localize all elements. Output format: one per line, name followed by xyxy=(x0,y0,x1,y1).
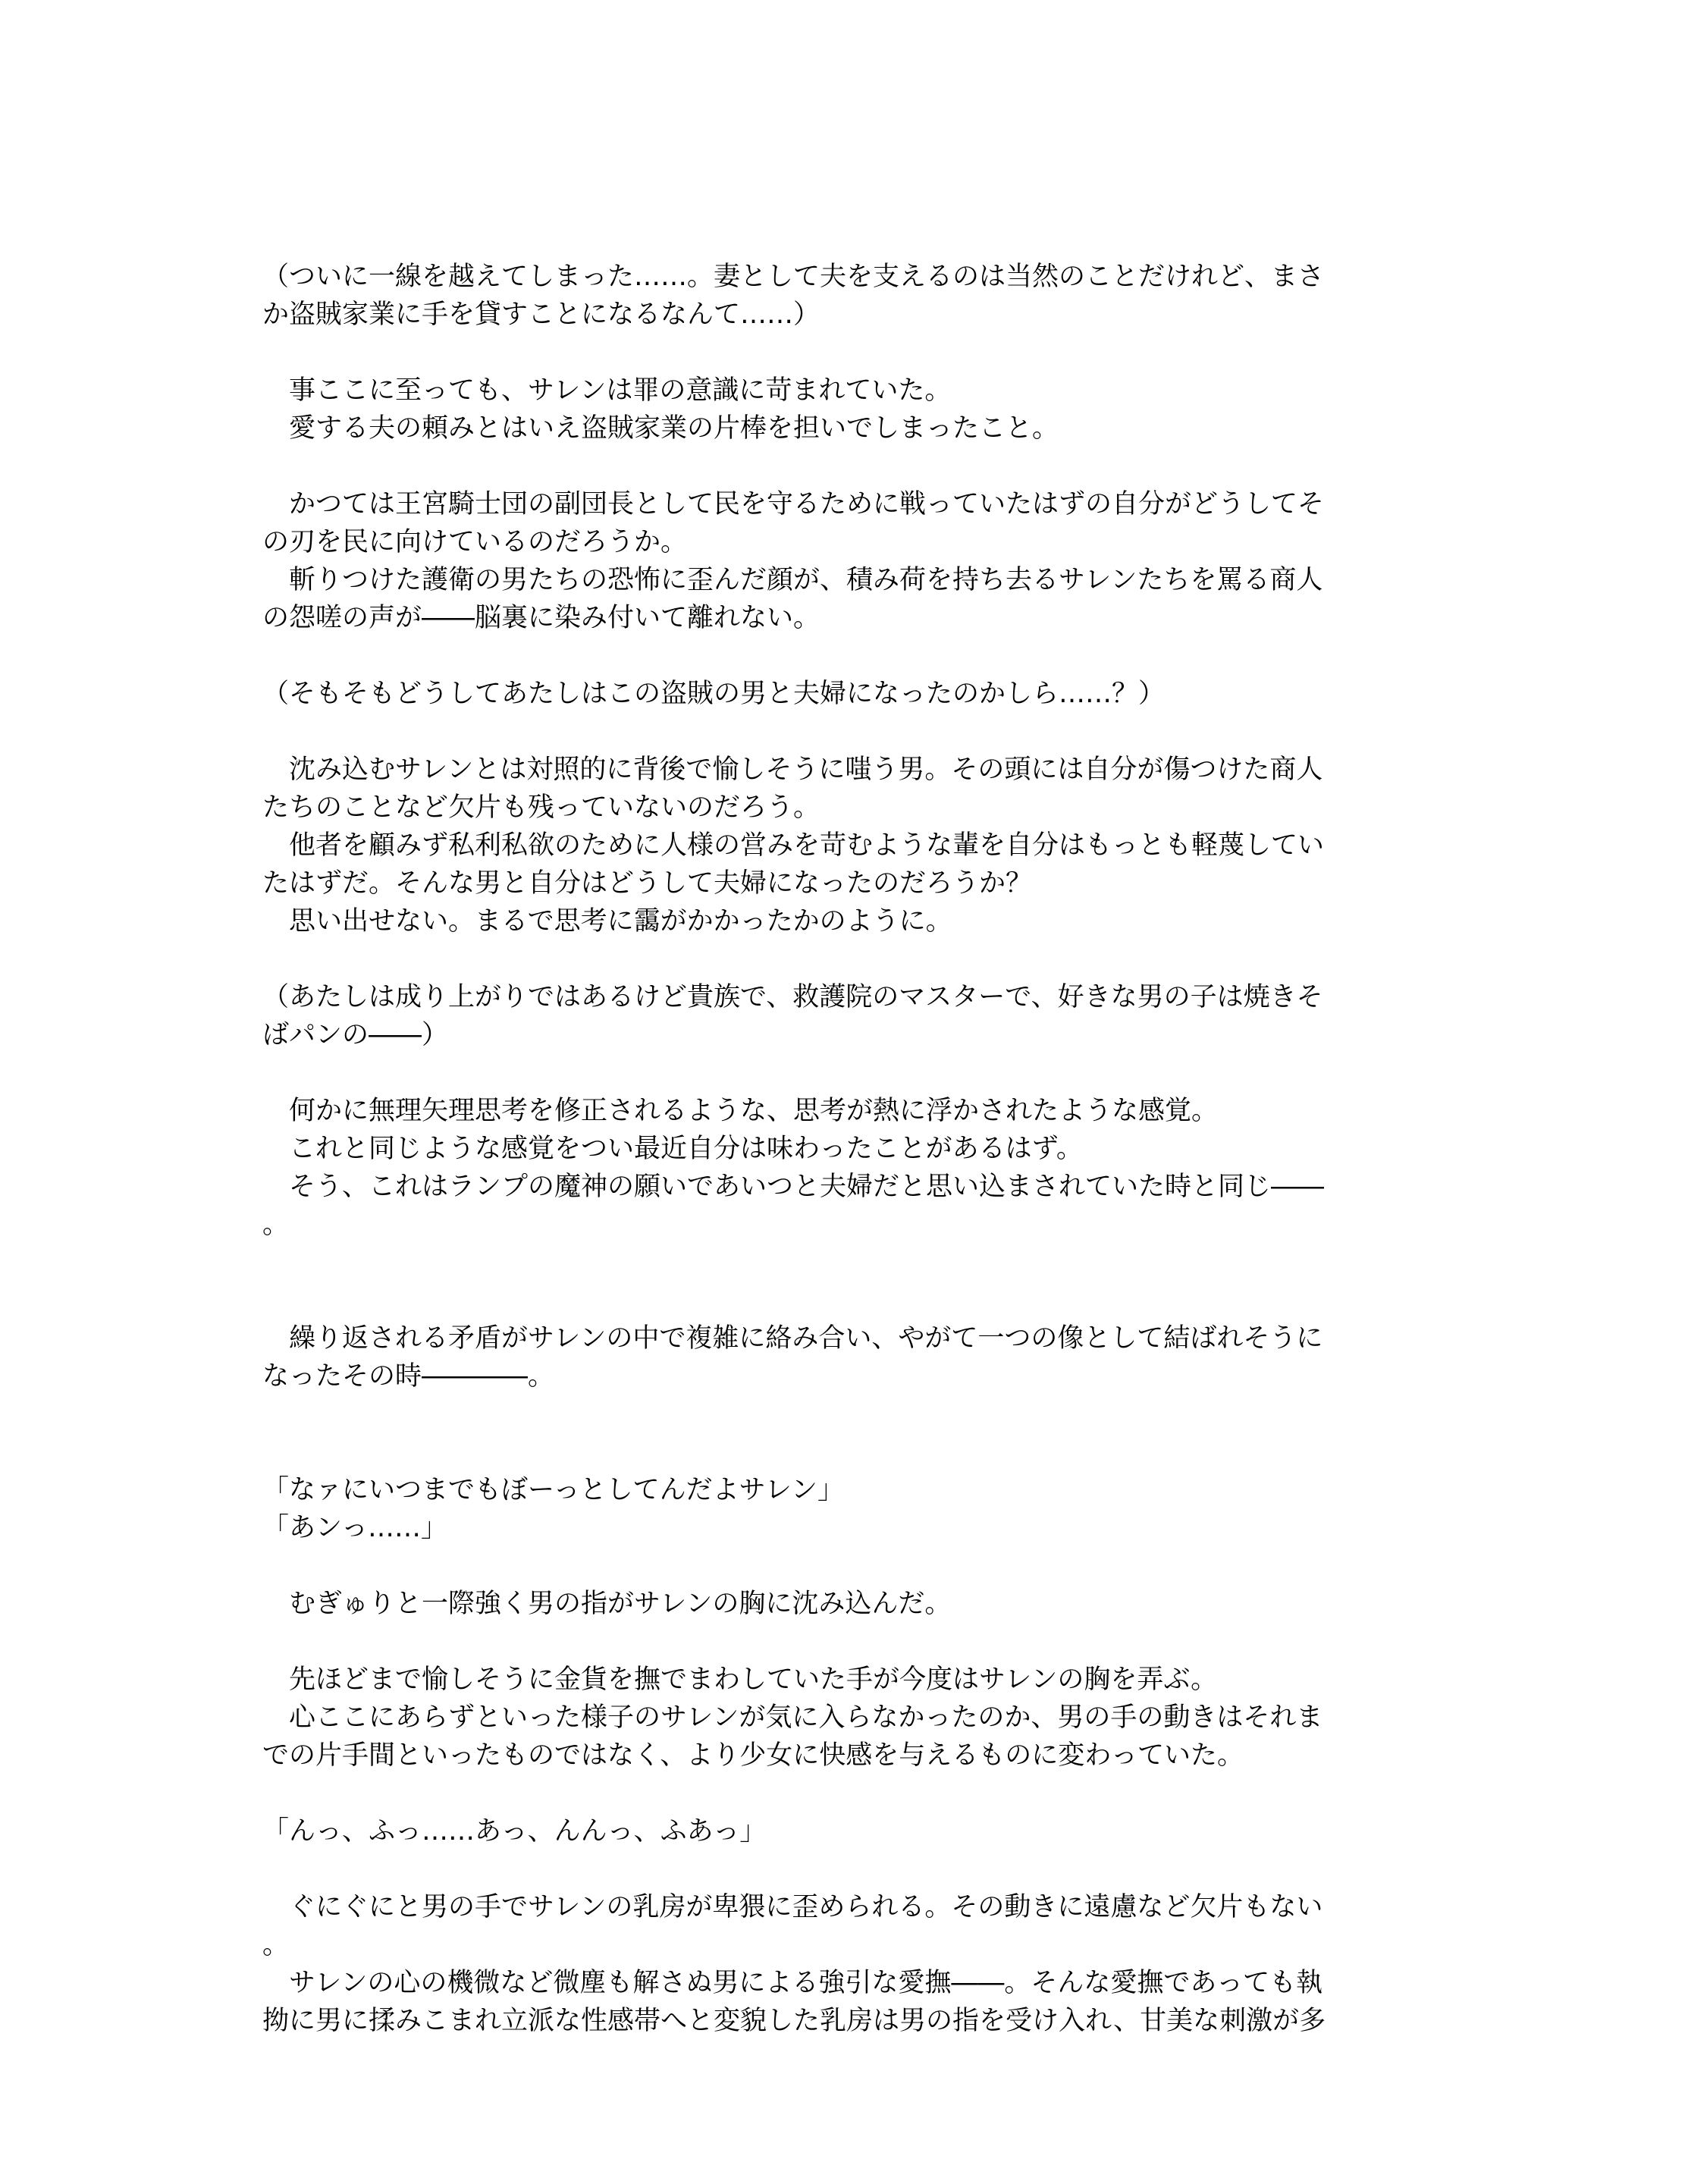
text-line: 何かに無理矢理思考を修正されるような、思考が熱に浮かされたような感覚。 xyxy=(262,1096,1219,1126)
text-line: 事ここに至っても、サレンは罪の意識に苛まれていた。 xyxy=(262,375,952,406)
text-line: たはずだ。そんな男と自分はどうして夫婦になったのだろうか？ xyxy=(262,868,1033,899)
text-line: 心ここにあらずといった様子のサレンが気に入らなかったのか、男の手の動きはそれま xyxy=(262,1702,1323,1733)
text-line: たちのことなど欠片も残っていないのだろう。 xyxy=(262,792,820,823)
text-line: 他者を顧みず私利私欲のために人様の営みを苛むような輩を自分はもっとも軽蔑してい xyxy=(262,830,1325,861)
text-line: か盗賊家業に手を貸すことになるなんて……） xyxy=(262,300,820,330)
body-text xyxy=(262,258,1430,2040)
text-line: 沈み込むサレンとは対照的に背後で愉しそうに嗤う男。その頭には自分が傷つけた商人 xyxy=(262,755,1323,785)
text-line: 先ほどまで愉しそうに金貨を撫でまわしていた手が今度はサレンの胸を弄ぶ。 xyxy=(262,1665,1218,1695)
text-line: 繰り返される矛盾がサレンの中で複雑に絡み合い、やがて一つの像として結ばれそうに xyxy=(262,1323,1323,1354)
text-line: 愛する夫の頼みとはいえ盗賊家業の片棒を担いでしまったこと。 xyxy=(262,413,1059,444)
text-line: 「なァにいつまでもぼーっとしてんだよサレン」 xyxy=(262,1475,845,1505)
text-line: の刃を民に向けているのだろうか。 xyxy=(262,527,688,557)
text-line: 斬りつけた護衛の男たちの恐怖に歪んだ顔が、積み荷を持ち去るサレンたちを罵る商人 xyxy=(262,565,1323,595)
text-line: なったその時――――。 xyxy=(262,1361,555,1392)
text-line: の怨嗟の声が――脳裏に染み付いて離れない。 xyxy=(262,603,820,633)
text-line: （ついに一線を越えてしまった……。妻として夫を支えるのは当然のことだけれど、まさ xyxy=(262,262,1325,292)
text-line: （あたしは成り上がりではあるけど貴族で、救護院のマスターで、好きな男の子は焼きそ xyxy=(262,982,1323,1012)
text-line: サレンの心の機微など微塵も解さぬ男による強引な愛撫――。そんな愛撫であっても執 xyxy=(262,1968,1323,1998)
text-line: 「んっ、ふっ……あっ、んんっ、ふあっ」 xyxy=(262,1816,767,1847)
text-line: 「あンっ……」 xyxy=(262,1513,447,1543)
text-line: むぎゅりと一際強く男の指がサレンの胸に沈み込んだ。 xyxy=(262,1589,952,1619)
text-line: これと同じような感覚をつい最近自分は味わったことがあるはず。 xyxy=(262,1134,1083,1164)
text-line: ぐにぐにと男の手でサレンの乳房が卑猥に歪められる。その動きに遠慮など欠片もない xyxy=(262,1892,1323,1922)
text-line: かつては王宮騎士団の副団長として民を守るために戦っていたはずの自分がどうしてそ xyxy=(262,489,1325,519)
text-line: 思い出せない。まるで思考に靄がかかったかのように。 xyxy=(262,906,952,937)
text-line: での片手間といったものではなく、より少女に快感を与えるものに変わっていた。 xyxy=(262,1740,1244,1771)
text-line: 拗に男に揉みこまれ立派な性感帯へと変貌した乳房は男の指を受け入れ、甘美な刺激が多 xyxy=(262,2006,1326,2036)
text-line: （そもそもどうしてあたしはこの盗賊の男と夫婦になったのかしら……？） xyxy=(262,679,1166,709)
text-line: 。 xyxy=(262,1930,290,1960)
text-line: ばパンの――） xyxy=(262,1020,449,1050)
text-line: そう、これはランプの魔神の願いであいつと夫婦だと思い込まされていた時と同じ―― xyxy=(262,1172,1325,1202)
text-line: 。 xyxy=(262,1210,290,1240)
